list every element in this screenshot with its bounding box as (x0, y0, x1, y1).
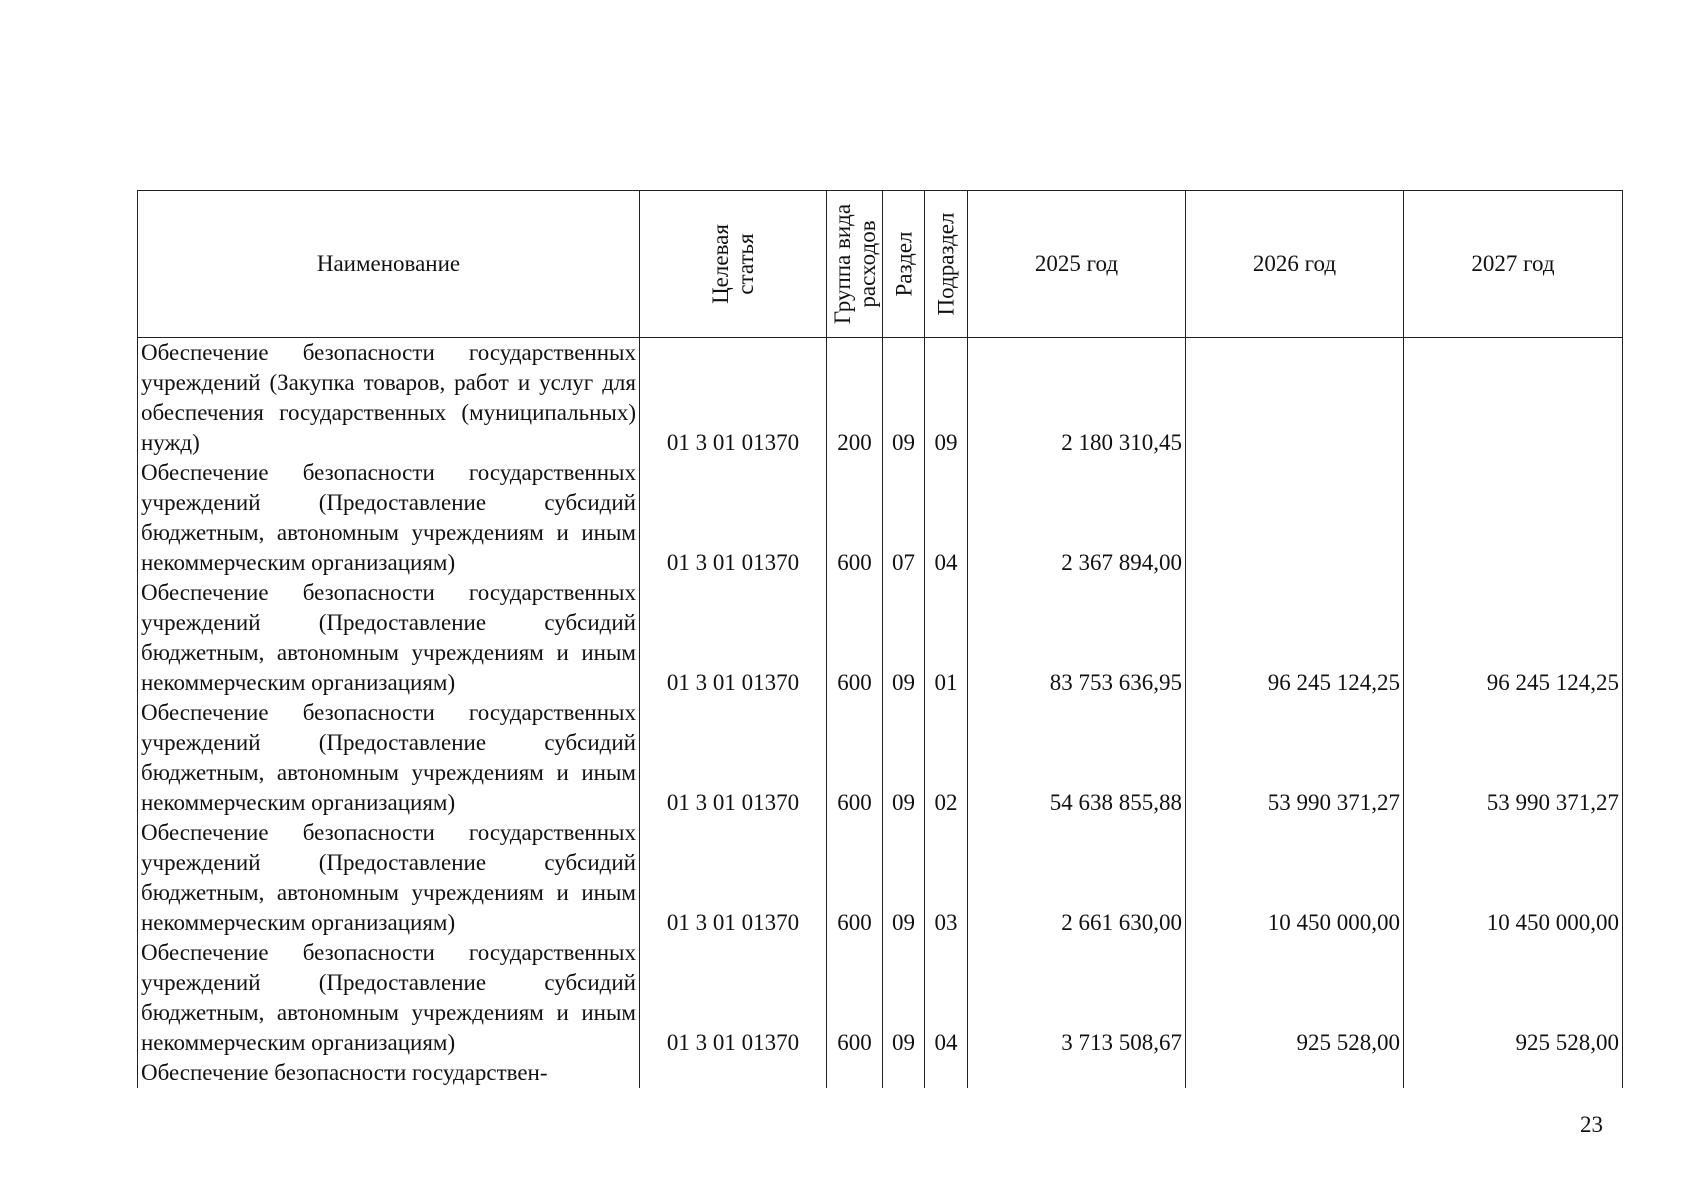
row-subsection: 02 (925, 698, 968, 818)
row-amount-2025: 2 180 310,45 (968, 338, 1186, 459)
header-expense-group-line-1: Группа вида (829, 203, 855, 325)
row-subsection: 01 (925, 578, 968, 698)
row-amount-2025: 83 753 636,95 (968, 578, 1186, 698)
row-subsection: 09 (925, 338, 968, 459)
header-target-article (640, 191, 827, 338)
row-target-article: 01 3 01 01370 (640, 458, 827, 578)
table-row (138, 698, 1623, 818)
row-name: Обеспечение безопасности государственных учреждений (Предоставление субсидий бюджетным, автономным учреждениям и иным некоммерческим организациям) (138, 938, 640, 1058)
row-name: Обеспечение безопасности государственных учреждений (Предоставление субсидий бюджетным, автономным учреждениям и иным некоммерческим организациям) (138, 818, 640, 938)
header-expense-group (827, 191, 883, 338)
header-subsection (925, 191, 968, 338)
row-expense-group: 600 (827, 818, 883, 938)
row-target-article: 01 3 01 01370 (640, 698, 827, 818)
header-target-article-line-2: статья (733, 233, 758, 295)
row-name: Обеспечение безопасности государственных учреждений (Предоставление субсидий бюджетным, автономным учреждениям и иным некоммерческим организациям) (138, 458, 640, 578)
row-name: Обеспечение безопасности государствен- (138, 1058, 640, 1088)
row-subsection: 03 (925, 818, 968, 938)
header-target-article-line-1: Целевая (708, 224, 733, 304)
table-row (138, 818, 1623, 938)
row-amount-2027: 96 245 124,25 (1404, 578, 1623, 698)
budget-table (137, 190, 1623, 1088)
row-amount-2026: 96 245 124,25 (1186, 578, 1404, 698)
header-subsection-label: Подраздел (933, 212, 959, 316)
row-amount-2025: 2 661 630,00 (968, 818, 1186, 938)
header-section (883, 191, 925, 338)
row-amount-2027 (1404, 338, 1623, 459)
page-number: 23 (1580, 1112, 1603, 1137)
header-expense-group-line-2: расходов (854, 220, 880, 308)
header-section-label: Раздел (891, 231, 916, 297)
row-name: Обеспечение безопасности государственных учреждений (Закупка товаров, работ и услуг для обеспечения государственных (муниципальных) нужд) (138, 338, 640, 459)
row-section: 09 (883, 578, 925, 698)
row-target-article: 01 3 01 01370 (640, 578, 827, 698)
row-section: 07 (883, 458, 925, 578)
table-row (138, 338, 1623, 459)
row-amount-2026 (1186, 338, 1404, 459)
row-amount-2027: 53 990 371,27 (1404, 698, 1623, 818)
row-target-article: 01 3 01 01370 (640, 938, 827, 1058)
row-amount-2025: 3 713 508,67 (968, 938, 1186, 1058)
row-amount-2027: 925 528,00 (1404, 938, 1623, 1058)
header-year-2025: 2025 год (968, 191, 1186, 338)
row-subsection: 04 (925, 938, 968, 1058)
row-expense-group: 600 (827, 938, 883, 1058)
row-name: Обеспечение безопасности государственных учреждений (Предоставление субсидий бюджетным, автономным учреждениям и иным некоммерческим организациям) (138, 578, 640, 698)
row-amount-2027: 10 450 000,00 (1404, 818, 1623, 938)
row-amount-2025: 2 367 894,00 (968, 458, 1186, 578)
row-amount-2025: 54 638 855,88 (968, 698, 1186, 818)
row-amount-2026 (1186, 458, 1404, 578)
row-expense-group: 600 (827, 458, 883, 578)
table-row (138, 578, 1623, 698)
row-expense-group: 600 (827, 698, 883, 818)
header-year-2027: 2027 год (1404, 191, 1623, 338)
row-target-article: 01 3 01 01370 (640, 338, 827, 459)
table-header-row (138, 191, 1623, 338)
row-amount-2026: 10 450 000,00 (1186, 818, 1404, 938)
row-section: 09 (883, 818, 925, 938)
header-year-2026: 2026 год (1186, 191, 1404, 338)
row-target-article: 01 3 01 01370 (640, 818, 827, 938)
table-row-continuation (138, 1058, 1623, 1088)
row-section: 09 (883, 338, 925, 459)
row-amount-2026: 925 528,00 (1186, 938, 1404, 1058)
row-amount-2026: 53 990 371,27 (1186, 698, 1404, 818)
row-amount-2027 (1404, 458, 1623, 578)
table-row (138, 938, 1623, 1058)
row-expense-group: 200 (827, 338, 883, 459)
row-section: 09 (883, 698, 925, 818)
row-expense-group: 600 (827, 578, 883, 698)
row-name: Обеспечение безопасности государственных учреждений (Предоставление субсидий бюджетным, автономным учреждениям и иным некоммерческим организациям) (138, 698, 640, 818)
row-subsection: 04 (925, 458, 968, 578)
header-name: Наименование (138, 191, 640, 338)
row-section: 09 (883, 938, 925, 1058)
table-row (138, 458, 1623, 578)
